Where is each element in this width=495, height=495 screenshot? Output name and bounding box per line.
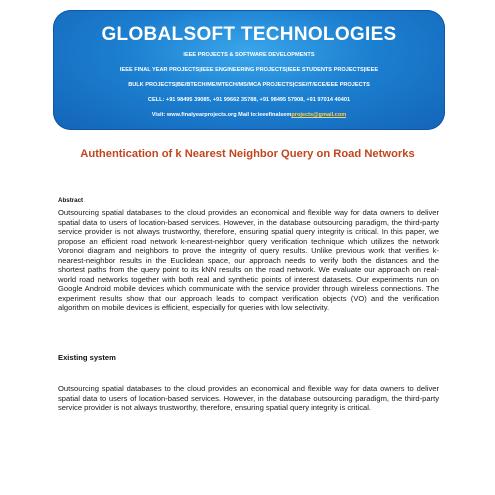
paper-title: Authentication of k Nearest Neighbor Query on Road Networks	[80, 148, 415, 160]
banner-phone-line: CELL: +91 98495 39085, +91 99662 35788, +91 98495 57908, +91 97014 40401	[147, 97, 351, 103]
banner-email-highlight[interactable]: projects@gmail.com	[291, 112, 347, 118]
banner-tagline: IEEE PROJECTS & SOFTWARE DEVELOPMENTS	[183, 52, 315, 58]
banner-contact-line	[53, 112, 445, 119]
abstract-heading: Abstract	[58, 197, 84, 204]
abstract-body: Outsourcing spatial databases to the cloud provides an economical and flexible way for data owners to deliver spatial data to users of location-based services. However, in the database outsourcing paradigm, the third-party service provider is not always trustworthy, therefore, ensuring spatial query integrity is critical. In this paper, we propose an efficient road network k-nearest-neighbor query verification technique which utilizes the network Voronoi diagram and neighbors to prove the integrity of query results. Unlike previous work that verifies k-nearest-neighbor results in the Euclidean space, our approach needs to verify both the distances and the shortest paths from the query point to its kNN results on the road network. We evaluate our approach on real-world road networks together with both real and synthetic points of interest datasets. Our experiments run on Google Android mobile devices which communicate with the service provider through wireless connections. The experiment results show that our approach leads to compact verification objects (VO) and the verification algorithm on mobile devices is efficient, especially for queries with low selectivity.	[58, 208, 439, 312]
banner-contact-text: Visit: www.finalyearprojects.org Mail to:ieeefinalsem	[151, 112, 292, 118]
company-banner	[53, 10, 445, 130]
existing-system-heading: Existing system	[58, 353, 116, 362]
banner-categories-line: BULK PROJECTS|BE/BTECH/ME/MTECH/MS/MCA PROJECTS|CSE/IT/ECE/EEE PROJECTS	[128, 82, 370, 88]
company-name: GLOBALSOFT TECHNOLOGIES	[101, 24, 397, 45]
banner-projects-line: IEEE FINAL YEAR PROJECTS|IEEE ENGINEERING PROJECTS|IEEE STUDENTS PROJECTS|IEEE	[119, 67, 379, 73]
existing-system-body: Outsourcing spatial databases to the cloud provides an economical and flexible way for data owners to deliver spatial data to users of location-based services. However, in the database outsourcing paradigm, the third-party service provider is not always trustworthy, therefore, ensuring spatial query integrity is critical.	[58, 384, 439, 412]
